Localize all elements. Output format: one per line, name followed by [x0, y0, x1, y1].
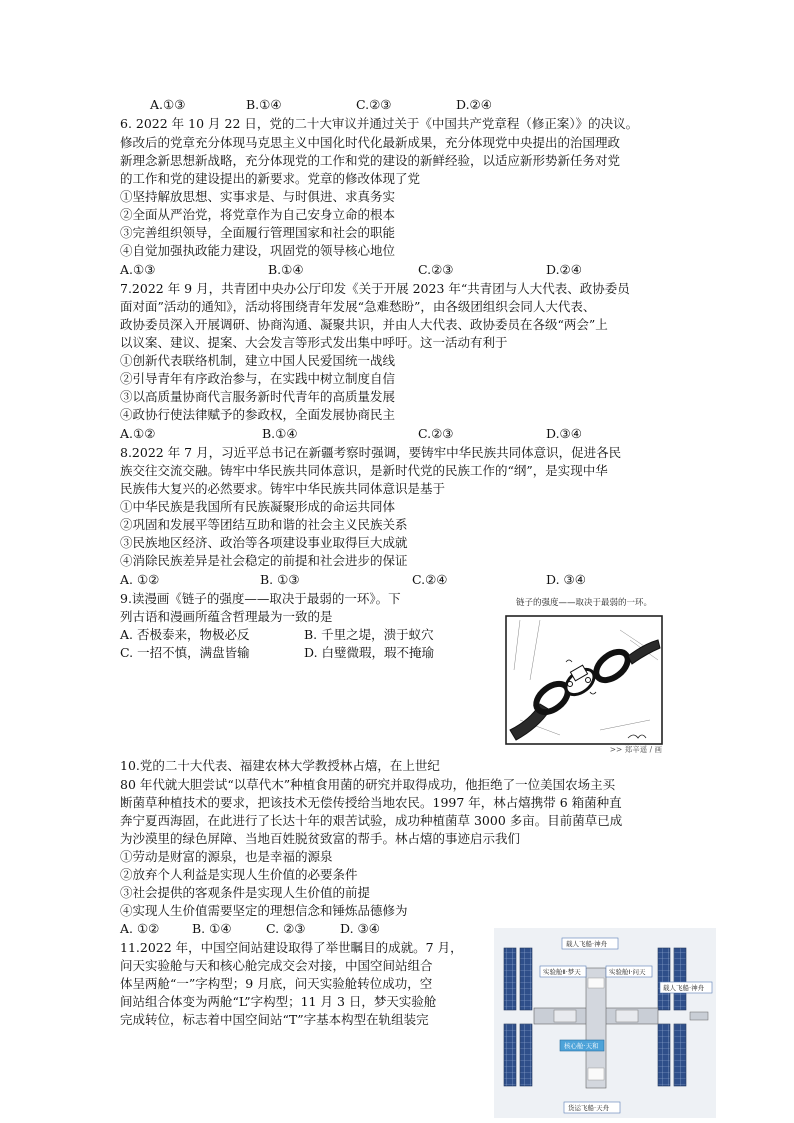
q5-option-c: C.②③	[356, 97, 392, 112]
q8-stem-line: 8.2022 年 7 月，习近平总书记在新疆考察时强调，要铸牢中华民族共同体意识，促进各民	[120, 445, 622, 460]
q8-item: ④消除民族差异是社会稳定的前提和社会进步的保证	[120, 553, 408, 568]
q6-item: ①坚持解放思想、实事求是、与时俱进、求真务实	[120, 189, 396, 204]
q7-option-a: A.①②	[120, 426, 156, 441]
q7-stem-line: 以议案、建议、提案、大会发言等形式发出集中呼吁。这一活动有利于	[120, 335, 508, 350]
q10-item: ④实现人生价值需要坚定的理想信念和锤炼品德修为	[120, 903, 408, 918]
q7-option-c: C.②③	[418, 426, 454, 441]
q8-item: ③民族地区经济、政治等各项建设事业取得巨大成就	[120, 535, 408, 550]
q7-item: ②引导青年有序政治参与，在实践中树立制度自信	[120, 371, 396, 386]
q10-option-c: C. ②③	[266, 921, 306, 936]
label-tianzhou: 货运飞船·天舟	[568, 1104, 610, 1112]
q9-stem-line: 列古语和漫画所蕴含哲理最为一致的是	[120, 609, 333, 624]
q8-option-d: D. ③④	[546, 572, 586, 587]
q10-option-a: A. ①②	[120, 921, 160, 936]
q7-stem-line: 面对面”活动的通知》，活动将围绕青年发展“急难愁盼”，由各级团组织会同人大代表、	[120, 299, 596, 314]
cartoon-caption: 链子的强度——取决于最弱的一环。	[516, 598, 653, 608]
q6-item: ②全面从严治党，将党章作为自己安身立命的根本	[120, 207, 396, 222]
q7-item: ①创新代表联络机制，建立中国人民爱国统一战线	[120, 353, 396, 368]
q6-item: ④自觉加强执政能力建设，巩固党的领导核心地位	[120, 243, 396, 258]
q6-stem-line: 的工作和党的建设提出的新要求。党章的修改体现了党	[120, 171, 421, 186]
q8-option-c: C.②④	[412, 572, 448, 587]
q5-option-b: B.①④	[246, 97, 282, 112]
label-tianhe: 核心舱·天和	[564, 1042, 599, 1050]
q10-item: ③社会提供的客观条件是实现人生价值的前提	[120, 885, 371, 900]
label-mengtian: 实验舱Ⅱ·梦天	[543, 968, 581, 976]
label-shenzhou-top: 载人飞船·神舟	[566, 940, 608, 948]
cartoon-credit: >> 郑辛遥 / 画	[609, 745, 662, 754]
q8-item: ②巩固和发展平等团结互助和谐的社会主义民族关系	[120, 517, 408, 532]
q7-option-b: B.①④	[262, 426, 298, 441]
q6-option-c: C.②③	[418, 262, 454, 277]
q7-stem-line: 政协委员深入开展调研、协商沟通、凝聚共识，并由人大代表、政协委员在各级“两会”上	[120, 317, 608, 332]
q6-stem-line: 新理念新思想新战略，充分体现党的工作和党的建设的新鲜经验，以适应新形势新任务对党	[120, 153, 621, 168]
q7-stem-line: 7.2022 年 9 月，共青团中央办公厅印发《关于开展 2023 年“共青团与人大代表、政协委员	[120, 281, 630, 296]
station-illustration	[494, 928, 716, 1118]
space-station-diagram	[494, 928, 716, 1118]
q10-option-b: B. ①④	[192, 921, 232, 936]
q8-item: ①中华民族是我国所有民族凝聚形成的命运共同体	[120, 499, 396, 514]
q9-option-b: B. 千里之堤，溃于蚁穴	[304, 627, 434, 642]
q7-item: ③以高质量协商代言服务新时代青年的高质量发展	[120, 389, 396, 404]
q11-stem-line: 完成转位，标志着中国空间站“T”字基本构型在轨组装完	[120, 1012, 429, 1027]
q10-stem-line: 为沙漠里的绿色屏障、当地百姓脱贫致富的帮手。林占熺的事迹启示我们	[120, 831, 521, 846]
chain-illustration	[500, 610, 668, 760]
q9-stem-line: 9.读漫画《链子的强度——取决于最弱的一环》。下	[120, 591, 401, 606]
q6-option-b: B.①④	[268, 262, 304, 277]
q6-option-a: A.①③	[120, 262, 156, 277]
q10-item: ①劳动是财富的源泉，也是幸福的源泉	[120, 849, 333, 864]
q7-item: ④政协行使法律赋予的参政权，全面发展协商民主	[120, 407, 396, 422]
q10-stem-line: 10.党的二十大代表、福建农林大学教授林占熺，在上世纪	[120, 758, 440, 773]
q10-stem-line: 断菌草种植技术的要求，把该技术无偿传授给当地农民。1997 年，林占熺携带 6 箱菌种直	[120, 795, 622, 810]
q11-stem-line: 体呈两舱“一”字构型；9 月底，问天实验舱转位成功，空	[120, 976, 433, 991]
q6-item: ③完善组织领导，全面履行管理国家和社会的职能	[120, 225, 396, 240]
chain-cartoon	[500, 590, 668, 754]
q9-option-a: A. 否极泰来，物极必反	[120, 627, 250, 642]
q5-option-d: D.②④	[456, 97, 492, 112]
q8-stem-line: 民族伟大复兴的必然要求。铸牢中华民族共同体意识是基于	[120, 481, 446, 496]
q11-stem-line: 间站组合体变为两舱“L”字构型；11 月 3 日，梦天实验舱	[120, 994, 437, 1009]
q5-option-a: A.①③	[150, 97, 186, 112]
q8-option-b: B. ①③	[260, 572, 300, 587]
q6-option-d: D.②④	[546, 262, 582, 277]
q9-option-d: D. 白璧微瑕，瑕不掩瑜	[304, 645, 435, 660]
q10-stem-line: 奔宁夏西海固，在此进行了长达十年的艰苦试验，成功种植菌草 3000 多亩。目前菌草已成	[120, 813, 623, 828]
q11-stem-line: 问天实验舱与天和核心舱完成交会对接，中国空间站组合	[120, 958, 433, 973]
q8-option-a: A. ①②	[120, 572, 160, 587]
label-wentian: 实验舱Ⅰ·问天	[609, 968, 646, 976]
q6-stem-line: 修改后的党章充分体现马克思主义中国化时代化最新成果，充分体现党中央提出的治国理政	[120, 135, 621, 150]
q6-stem-line: 6. 2022 年 10 月 22 日，党的二十大审议并通过关于《中国共产党章程（修正案）》的决议。	[120, 116, 639, 131]
label-shenzhou-right: 载人飞船·神舟	[663, 984, 705, 992]
q8-stem-line: 族交往交流交融。铸牢中华民族共同体意识，是新时代党的民族工作的“纲”，是实现中华	[120, 463, 608, 478]
q10-stem-line: 80 年代就大胆尝试“以草代木”种植食用菌的研究并取得成功，他拒绝了一位美国农场主买	[120, 777, 616, 792]
q9-option-c: C. 一招不慎，满盘皆输	[120, 645, 250, 660]
q10-option-d: D. ③④	[340, 921, 380, 936]
q7-option-d: D.③④	[546, 426, 582, 441]
q10-item: ②放弃个人利益是实现人生价值的必要条件	[120, 867, 358, 882]
q11-stem-line: 11.2022 年，中国空间站建设取得了举世瞩目的成就。7 月，	[120, 940, 463, 955]
